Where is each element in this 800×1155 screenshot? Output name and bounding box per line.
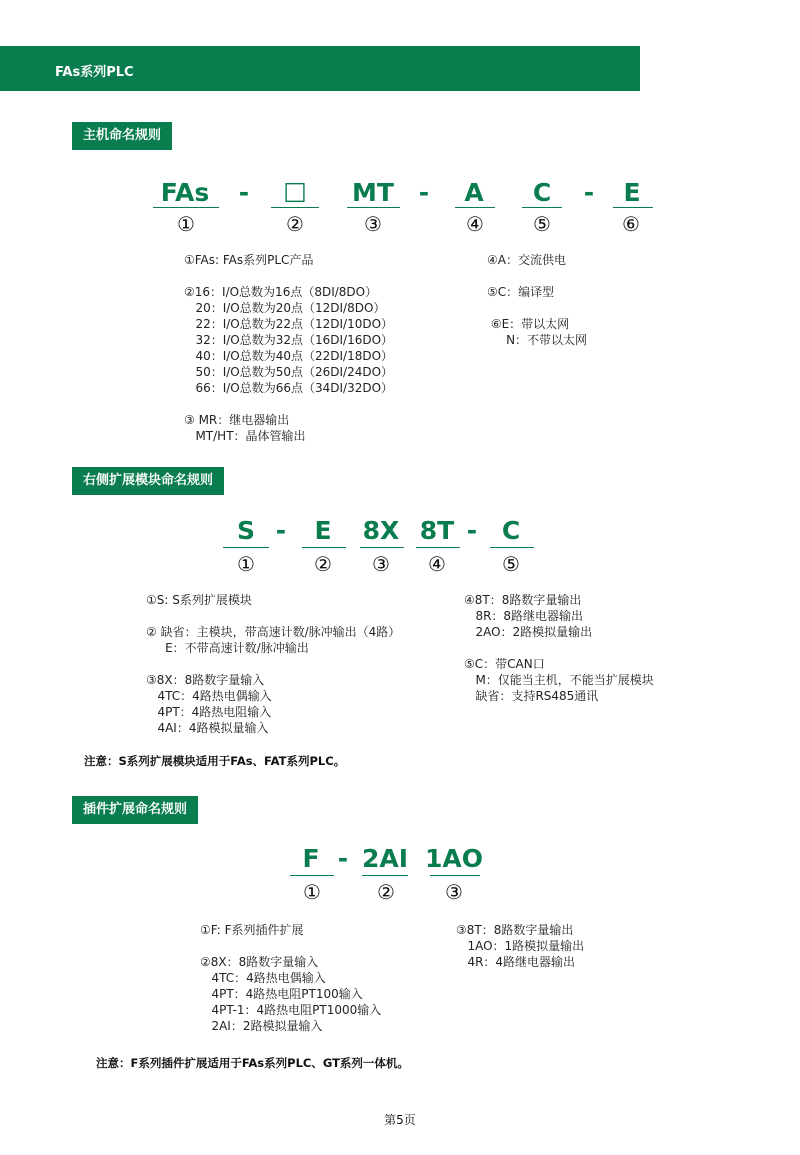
exp-code-2: E	[314, 516, 332, 545]
desc-line: ④A：交流供电	[487, 253, 566, 267]
desc-line: ⑤C：编译型	[487, 285, 555, 299]
host-code-6: E	[623, 178, 641, 207]
desc-line: 50：I/O总数为50点（26DI/24DO）	[184, 365, 394, 379]
expansion-note: 注意：S系列扩展模块适用于FAs、FAT系列PLC。	[84, 754, 346, 768]
host-code-4: A	[464, 178, 484, 207]
desc-line: 4PT：4路热电阻PT100输入	[200, 987, 363, 1001]
desc-line: ①S: S系列扩展模块	[146, 593, 252, 607]
host-code-2: □	[283, 176, 307, 205]
desc-line: 4PT：4路热电阻输入	[146, 705, 272, 719]
desc-line: 40：I/O总数为40点（22DI/18DO）	[184, 349, 394, 363]
exp-desc-left-1	[146, 592, 252, 608]
desc-line: 8R：8路继电器输出	[464, 609, 584, 623]
plugin-section-label: 插件扩展命名规则	[72, 796, 198, 824]
plugin-underline-2	[362, 875, 408, 876]
exp-desc-left-3	[146, 672, 272, 736]
plugin-desc-right-1	[456, 922, 584, 970]
exp-underline-2	[302, 547, 346, 548]
exp-underline-5	[490, 547, 534, 548]
host-code-5: C	[532, 178, 552, 207]
plugin-underline-1	[290, 875, 334, 876]
plugin-desc-left-2	[200, 954, 381, 1034]
plugin-code-3: 1AO	[425, 844, 483, 873]
host-num-3: ③	[364, 212, 382, 236]
desc-line: 66：I/O总数为66点（34DI/32DO）	[184, 381, 394, 395]
plugin-num-3: ③	[445, 880, 463, 904]
plugin-num-1: ①	[303, 880, 321, 904]
desc-line: ①FAs: FAs系列PLC产品	[184, 253, 314, 267]
plugin-code-2: 2AI	[361, 844, 409, 873]
desc-line: E：不带高速计数/脉冲输出	[146, 641, 309, 655]
host-num-5: ⑤	[533, 212, 551, 236]
expansion-section-label: 右侧扩展模块命名规则	[72, 467, 224, 495]
plugin-code-1: F	[302, 844, 320, 873]
host-num-4: ④	[466, 212, 484, 236]
host-underline-5	[522, 207, 562, 208]
exp-underline-4	[416, 547, 460, 548]
desc-line: 22：I/O总数为22点（12DI/10DO）	[184, 317, 394, 331]
host-desc-left-2	[184, 284, 393, 396]
desc-line: 缺省：支持RS485通讯	[464, 689, 599, 703]
desc-line: ②16：I/O总数为16点（8DI/8DO）	[184, 285, 378, 299]
desc-line: ⑤C：带CAN口	[464, 657, 545, 671]
page-number: 第5页	[384, 1113, 416, 1127]
desc-line: ⑥E：带以太网	[487, 317, 570, 331]
plugin-dash-1: -	[337, 844, 349, 873]
plugin-desc-left-1	[200, 922, 304, 938]
desc-line: 4TC：4路热电偶输入	[200, 971, 326, 985]
desc-line: ①F: F系列插件扩展	[200, 923, 304, 937]
plugin-note: 注意：F系列插件扩展适用于FAs系列PLC、GT系列一体机。	[96, 1056, 409, 1070]
desc-line: ③8X：8路数字量输入	[146, 673, 265, 687]
desc-line: ②8X：8路数字量输入	[200, 955, 319, 969]
exp-underline-1	[223, 547, 269, 548]
exp-code-4: 8T	[419, 516, 455, 545]
host-num-6: ⑥	[622, 212, 640, 236]
exp-num-5: ⑤	[502, 552, 520, 576]
exp-num-1: ①	[237, 552, 255, 576]
exp-dash-1: -	[275, 516, 287, 545]
desc-line: N：不带以太网	[487, 333, 588, 347]
desc-line: MT/HT：晶体管输出	[184, 429, 306, 443]
desc-line: 20：I/O总数为20点（12DI/8DO）	[184, 301, 386, 315]
exp-code-1: S	[236, 516, 255, 545]
host-code-1: FAs	[160, 178, 210, 207]
exp-num-4: ④	[428, 552, 446, 576]
host-underline-3	[347, 207, 400, 208]
host-underline-2	[271, 207, 319, 208]
exp-desc-right-2	[464, 656, 654, 704]
host-code-3: MT	[352, 178, 394, 207]
host-desc-right-3	[487, 316, 587, 348]
plugin-num-2: ②	[377, 880, 395, 904]
header-bar	[0, 46, 640, 91]
desc-line: 32：I/O总数为32点（16DI/16DO）	[184, 333, 394, 347]
desc-line: 1AO：1路模拟量输出	[456, 939, 585, 953]
host-desc-right-2	[487, 284, 554, 300]
host-desc-left-1	[184, 252, 313, 268]
header-title: FAs系列PLC	[55, 65, 134, 80]
desc-line: ③ MR：继电器输出	[184, 413, 290, 427]
desc-line: 4AI：4路模拟量输入	[146, 721, 269, 735]
host-dash-2: -	[418, 178, 430, 207]
host-underline-1	[153, 207, 219, 208]
exp-num-3: ③	[372, 552, 390, 576]
exp-underline-3	[360, 547, 404, 548]
exp-desc-right-1	[464, 592, 592, 640]
exp-dash-2: -	[466, 516, 478, 545]
desc-line: ④8T：8路数字量输出	[464, 593, 582, 607]
host-underline-6	[613, 207, 653, 208]
host-dash-1: -	[238, 178, 250, 207]
desc-line: ③8T：8路数字量输出	[456, 923, 574, 937]
host-desc-right-1	[487, 252, 566, 268]
desc-line: 4TC：4路热电偶输入	[146, 689, 272, 703]
desc-line: 4R：4路继电器输出	[456, 955, 576, 969]
host-underline-4	[455, 207, 495, 208]
host-desc-left-3	[184, 412, 306, 444]
desc-line: ② 缺省：主模块，带高速计数/脉冲输出（4路）	[146, 625, 401, 639]
desc-line: 2AO：2路模拟量输出	[464, 625, 593, 639]
host-dash-3: -	[583, 178, 595, 207]
exp-code-3: 8X	[362, 516, 400, 545]
host-section-label: 主机命名规则	[72, 122, 172, 150]
plugin-underline-3	[430, 875, 480, 876]
host-num-1: ①	[177, 212, 195, 236]
desc-line: M：仅能当主机，不能当扩展模块	[464, 673, 654, 687]
host-num-2: ②	[286, 212, 304, 236]
exp-code-5: C	[501, 516, 521, 545]
exp-num-2: ②	[314, 552, 332, 576]
exp-desc-left-2	[146, 624, 400, 656]
desc-line: 2AI：2路模拟量输入	[200, 1019, 323, 1033]
desc-line: 4PT-1：4路热电阻PT1000输入	[200, 1003, 382, 1017]
